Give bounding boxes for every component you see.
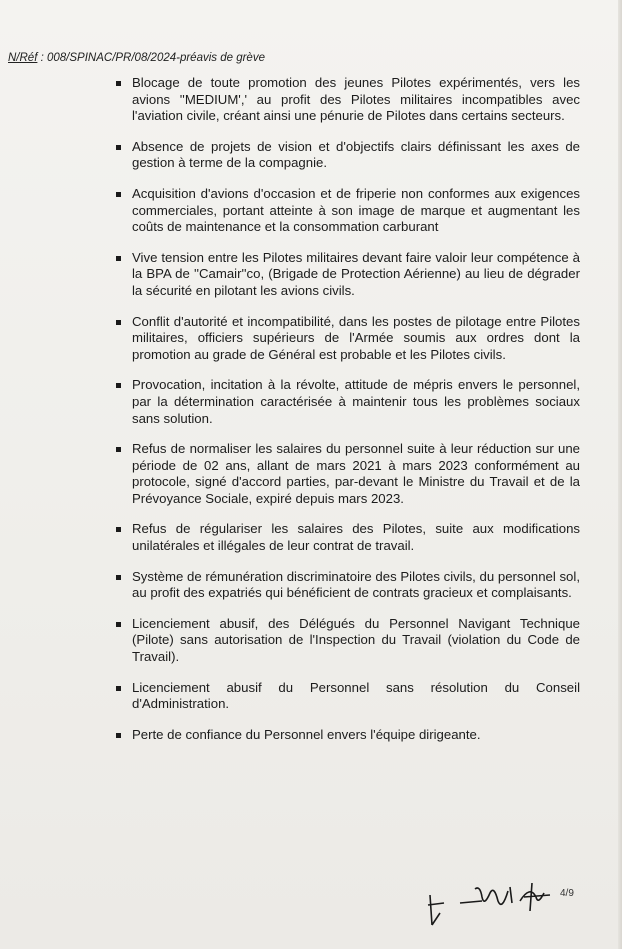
bullet-icon (116, 686, 121, 691)
bullet-icon (116, 145, 121, 150)
bullet-icon (116, 447, 121, 452)
page-number: 4/9 (560, 888, 574, 899)
list-item: Licenciement abusif, des Délégués du Personnel Navigant Technique (Pilote) sans autorisation de l'Inspection du Travail (violation du Code de Travail). (110, 616, 580, 666)
list-item: Perte de confiance du Personnel envers l'équipe dirigeante. (110, 727, 580, 744)
list-item: Refus de régulariser les salaires des Pilotes, suite aux modifications unilatérales et illégales de leur contrat de travail. (110, 521, 580, 554)
reference-number: : 008/SPINAC/PR/08/2024-préavis de grève (37, 52, 265, 64)
handwritten-signature (420, 875, 590, 930)
list-item: Licenciement abusif du Personnel sans résolution du Conseil d'Administration. (110, 680, 580, 713)
list-item: Acquisition d'avions d'occasion et de friperie non conformes aux exigences commerciales, portant atteinte à son image de marque et augmentant les coûts de maintenance et la consommation carburant (110, 186, 580, 236)
list-item: Vive tension entre les Pilotes militaires devant faire valoir leur compétence à la BPA de ''Camair''co, (Brigade de Protection Aérienne) au lieu de dégrader la sécurité en pilotant les avions civils. (110, 250, 580, 300)
list-item: Conflit d'autorité et incompatibilité, dans les postes de pilotage entre Pilotes militaires, officiers supérieurs de l'Armée soumis aux ordres dont la promotion au grade de Général est probable et les Pilotes civils. (110, 314, 580, 364)
bullet-icon (116, 383, 121, 388)
bullet-icon (116, 192, 121, 197)
bullet-icon (116, 256, 121, 261)
bullet-icon (116, 575, 121, 580)
list-item: Système de rémunération discriminatoire des Pilotes civils, du personnel sol, au profit des expatriés qui bénéficient de contrats gracieux et complaisants. (110, 569, 580, 602)
bullet-icon (116, 320, 121, 325)
list-item: Blocage de toute promotion des jeunes Pilotes expérimentés, vers les avions ''MEDIUM',' au profit des Pilotes militaires incompatibles avec l'aviation civile, créant ainsi une pénurie de Pilotes dans certains secteurs. (110, 75, 580, 125)
list-item: Provocation, incitation à la révolte, attitude de mépris envers le personnel, par la détermination caractérisée à maintenir tous les problèmes sociaux sans solution. (110, 377, 580, 427)
bullet-icon (116, 733, 121, 738)
bullet-icon (116, 622, 121, 627)
reference-label: N/Réf (8, 52, 38, 64)
list-item: Absence de projets de vision et d'objectifs clairs définissant les axes de gestion à terme de la compagnie. (110, 139, 580, 172)
bullet-icon (116, 81, 121, 86)
grievance-list (110, 75, 580, 757)
page-edge-divider (618, 0, 622, 949)
list-item: Refus de normaliser les salaires du personnel suite à leur réduction sur une période de 02 ans, allant de mars 2021 à mars 2023 conformément au protocole, signé d'accord parties, par-devant le Ministre du Travail et de la Prévoyance Sociale, expiré depuis mars 2023. (110, 441, 580, 507)
bullet-icon (116, 527, 121, 532)
reference-line (8, 52, 265, 64)
